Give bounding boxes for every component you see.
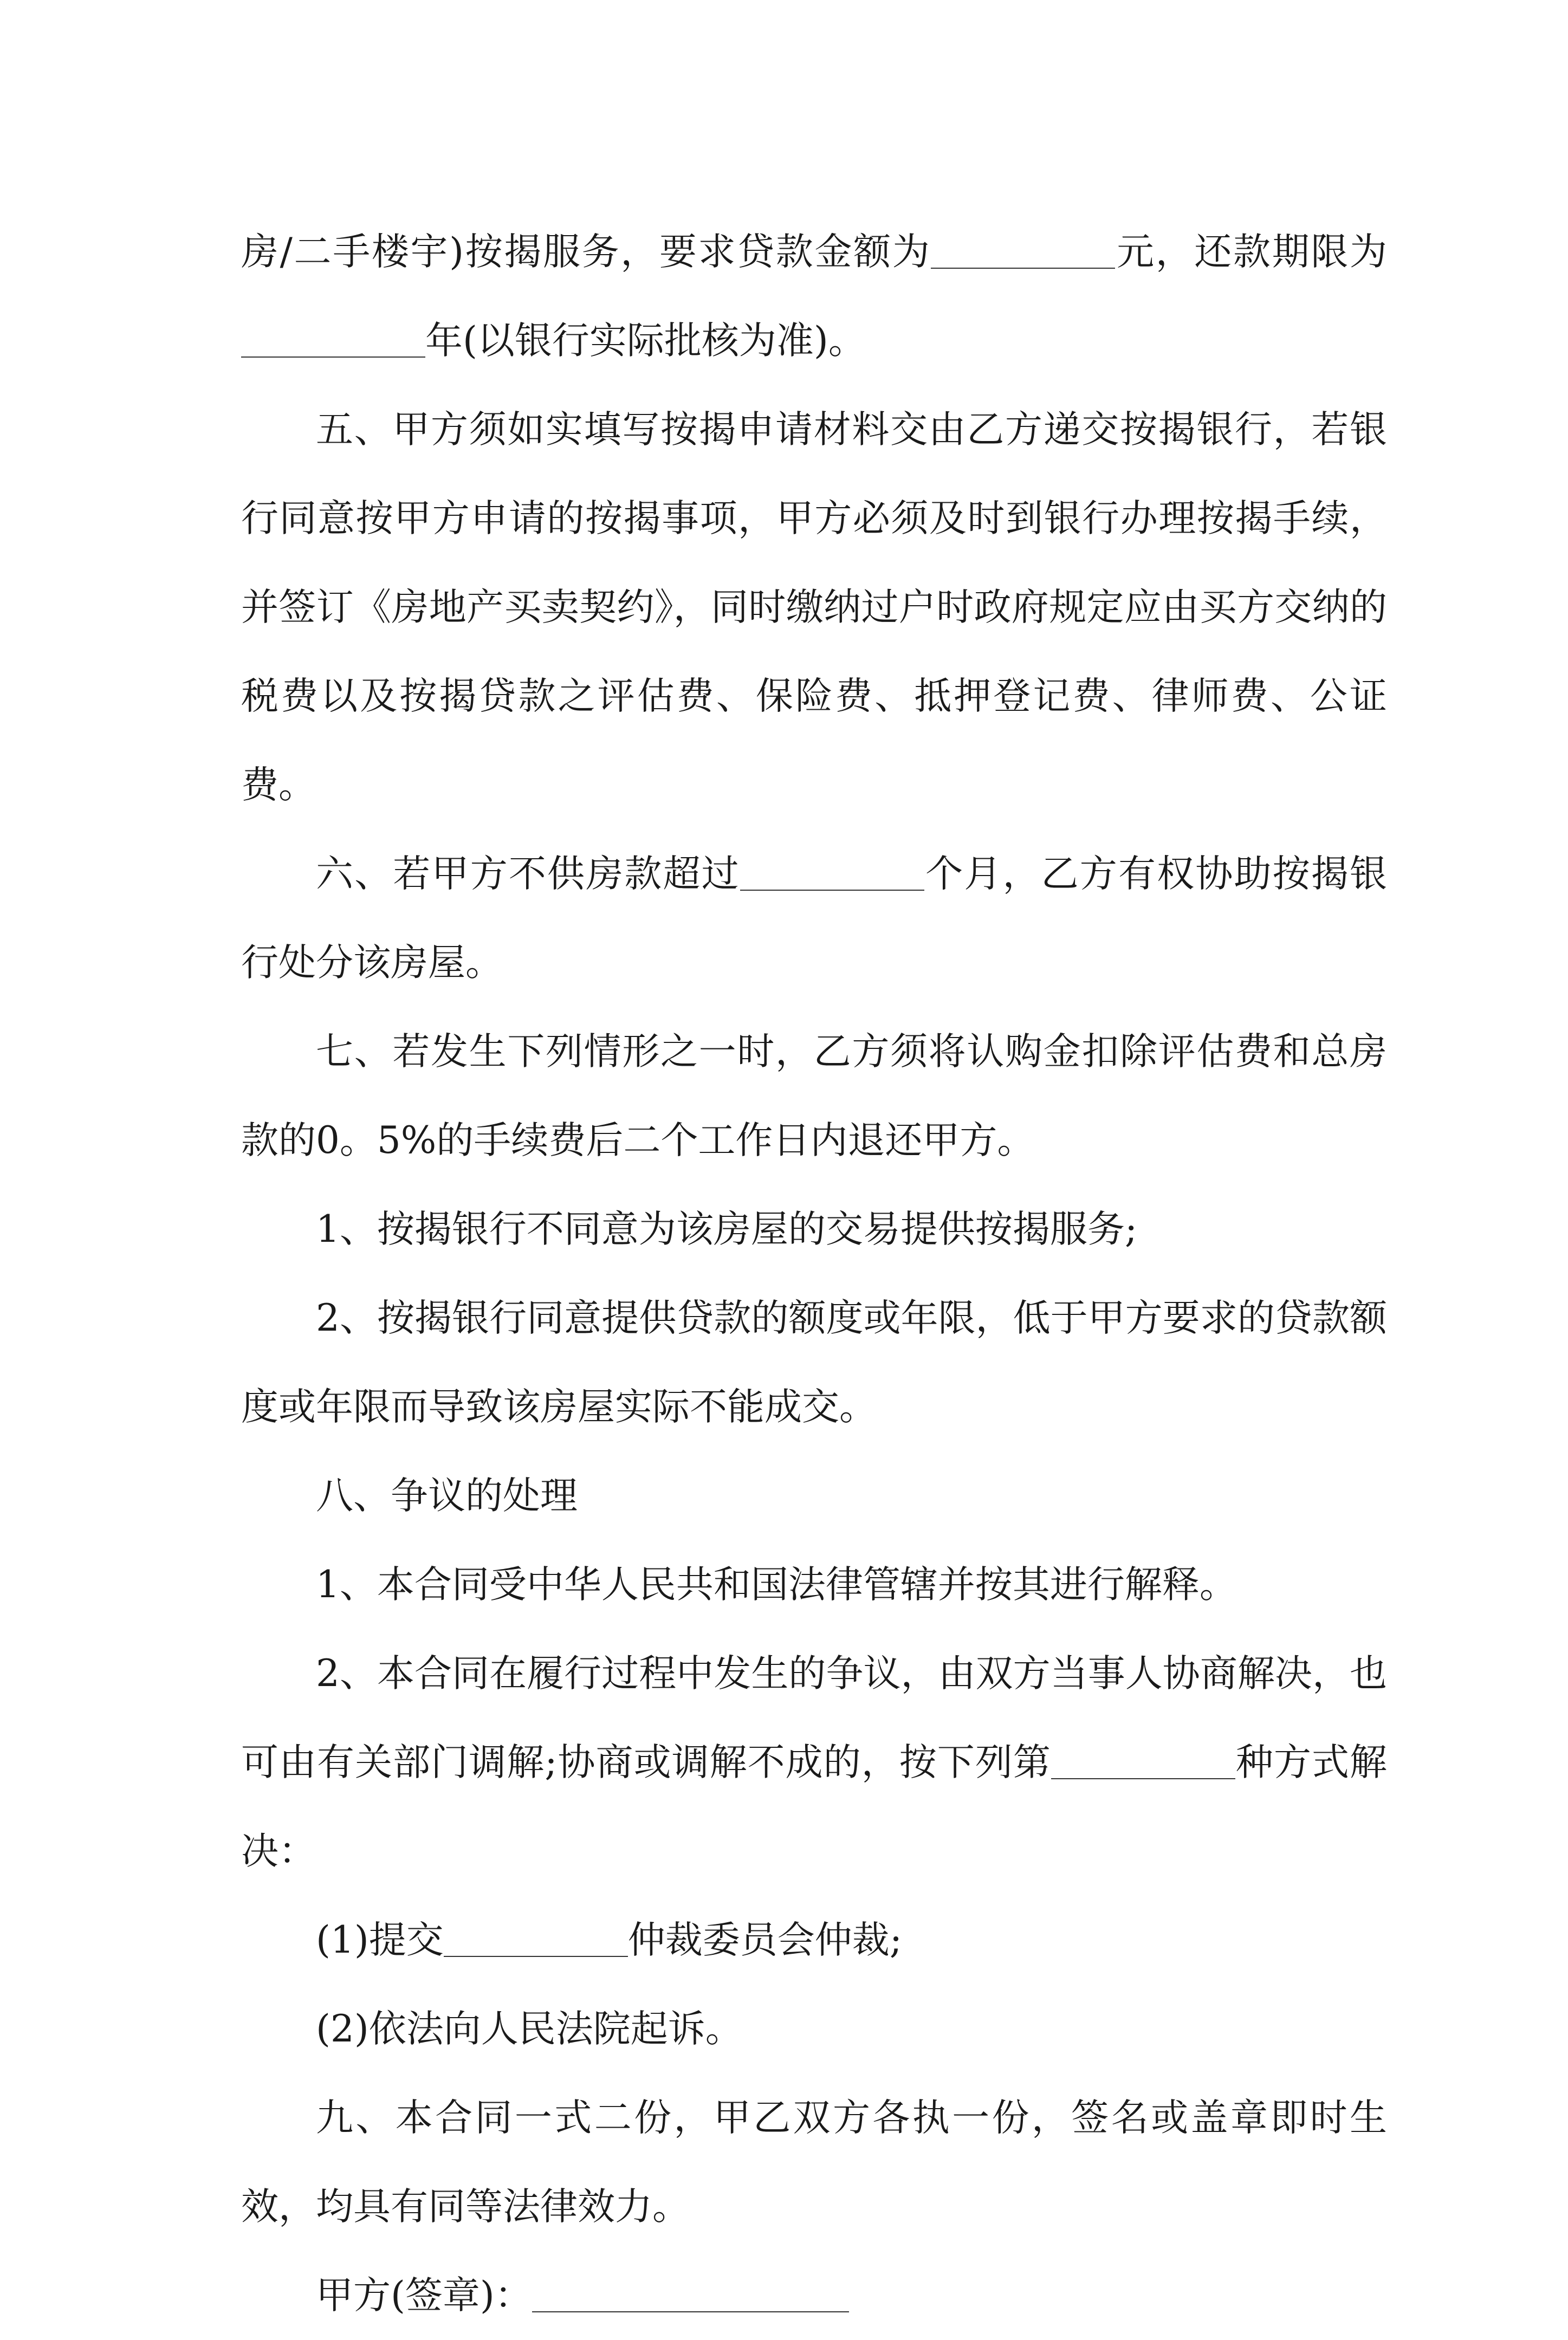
option-court: (2)依法向人民法院起诉。 <box>316 2007 743 2051</box>
clause-loan-terms <box>241 208 1387 385</box>
party-a-signature-line <box>241 2251 1387 2340</box>
loan-term-blank[interactable] <box>241 319 425 358</box>
clause-text: 仲裁委员会仲裁; <box>627 1918 902 1962</box>
party-a-signature-blank[interactable] <box>532 2274 849 2312</box>
clause-text: 元，还款期限为 <box>1115 230 1387 274</box>
clause-eight-item-2 <box>241 1629 1387 1896</box>
clause-text: 种方式解决： <box>241 1741 1388 1873</box>
clause-text: 个月，乙方有权协助按揭银行处分该房屋。 <box>241 852 1388 984</box>
clause-seven-item-1: 1、按揭银行不同意为该房屋的交易提供按揭服务; <box>316 1208 1138 1251</box>
clause-text: (1)提交 <box>316 1918 444 1962</box>
clause-eight-item-1: 1、本合同受中华人民共和国法律管辖并按其进行解释。 <box>316 1563 1237 1606</box>
clause-text: 房/二手楼宇)按揭服务，要求贷款金额为 <box>241 230 931 274</box>
clause-seven-item-2: 2、按揭银行同意提供贷款的额度或年限，低于甲方要求的贷款额度或年限而导致该房屋实际不能成交。 <box>241 1297 1387 1429</box>
clause-nine: 九、本合同一式二份，甲乙双方各执一份，签名或盖章即时生效，均具有同等法律效力。 <box>241 2096 1387 2228</box>
clause-text: 六、若甲方不供房款超过 <box>316 852 740 896</box>
clause-five: 五、甲方须如实填写按揭申请材料交由乙方递交按揭银行，若银行同意按甲方申请的按揭事项，甲方必须及时到银行办理按揭手续，并签订《房地产买卖契约》，同时缴纳过户时政府规定应由买方交纳的税费以及按揭贷款之评估费、保险费、抵押登记费、律师费、公证费。 <box>241 408 1387 807</box>
loan-amount-blank[interactable] <box>931 230 1115 269</box>
overdue-months-blank[interactable] <box>740 852 924 891</box>
document-body <box>241 208 1387 2340</box>
clause-text: 2、本合同在履行过程中发生的争议，由双方当事人协商解决，也可由有关部门调解;协商或调解不成的，按下列第 <box>241 1652 1387 1784</box>
signature-label: 甲方(签章)： <box>316 2274 532 2317</box>
clause-text: 年(以银行实际批核为准)。 <box>425 319 866 362</box>
clause-six <box>241 829 1387 1007</box>
arbitration-committee-blank[interactable] <box>444 1918 628 1957</box>
clause-eight-heading: 八、争议的处理 <box>316 1474 578 1518</box>
option-arbitration <box>241 1896 1387 1985</box>
resolution-method-blank[interactable] <box>1051 1741 1235 1779</box>
clause-seven: 七、若发生下列情形之一时，乙方须将认购金扣除评估费和总房款的0。5%的手续费后二个工作日内退还甲方。 <box>241 1030 1387 1162</box>
